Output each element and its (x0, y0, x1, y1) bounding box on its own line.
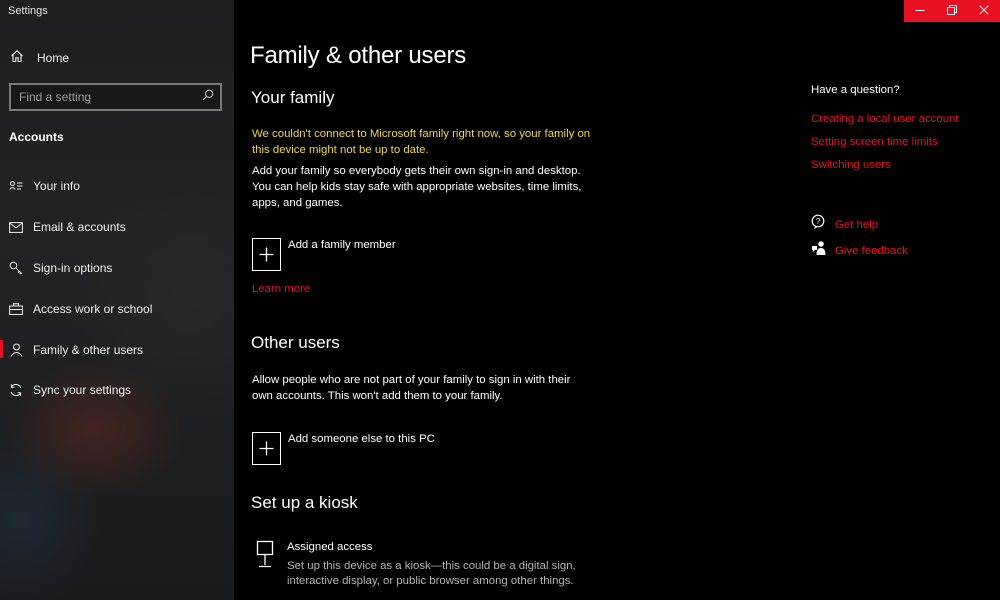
plus-icon (252, 432, 281, 465)
sidebar-item-label: Your info (33, 179, 80, 193)
sidebar-item-sync-settings[interactable] (0, 378, 234, 402)
sidebar-item-label: Family & other users (33, 343, 144, 357)
sidebar-item-label: Email & accounts (33, 220, 126, 234)
add-family-member-button[interactable] (252, 238, 396, 271)
minimize-button[interactable] (904, 0, 936, 22)
other-users-description: Allow people who are not part of your family to sign in with their own accounts. This won't add them to your family. (252, 374, 571, 402)
your-family-heading: Your family (251, 88, 335, 107)
person-card-icon (8, 178, 24, 194)
switching-users-link[interactable]: Switching users (811, 159, 891, 171)
page-title: Family & other users (250, 42, 467, 69)
sync-icon (8, 382, 24, 398)
search-input[interactable] (9, 83, 222, 111)
plus-icon (252, 238, 281, 271)
home-label: Home (37, 51, 70, 65)
assigned-access-item[interactable] (255, 540, 577, 589)
person-icon (8, 342, 24, 358)
assigned-access-title: Assigned access (287, 541, 373, 553)
sidebar (0, 0, 234, 600)
home-icon (10, 49, 24, 68)
kiosk-display-icon (255, 540, 275, 589)
briefcase-icon (8, 301, 24, 317)
add-someone-else-button[interactable] (252, 432, 435, 465)
assigned-access-description: Set up this device as a kiosk—this could be a digital sign, interactive display, or public browser among other things. (287, 560, 576, 587)
add-family-member-label: Add a family member (288, 239, 396, 251)
get-help-link[interactable] (811, 214, 878, 235)
sidebar-item-access-work-school[interactable] (0, 297, 234, 321)
restore-button[interactable] (936, 0, 968, 22)
creating-local-account-link[interactable]: Creating a local user account (811, 113, 959, 125)
sidebar-item-your-info[interactable] (0, 174, 234, 198)
sidebar-item-label: Sign-in options (33, 261, 113, 275)
learn-more-link[interactable]: Learn more (252, 283, 311, 295)
sidebar-item-sign-in-options[interactable] (0, 256, 234, 280)
sidebar-item-label: Access work or school (33, 302, 153, 316)
search-placeholder: Find a setting (19, 90, 92, 104)
add-someone-else-label: Add someone else to this PC (288, 433, 435, 445)
window-controls (904, 0, 1000, 22)
svg-text:?: ? (815, 216, 821, 226)
sidebar-item-email-accounts[interactable] (0, 215, 234, 239)
family-warning-text: We couldn't connect to Microsoft family right now, so your family on this device might not be up to date. (252, 128, 591, 156)
kiosk-heading: Set up a kiosk (251, 493, 358, 512)
help-chat-icon (811, 214, 827, 235)
give-feedback-label: Give feedback (835, 244, 908, 257)
key-icon (8, 260, 24, 276)
close-button[interactable] (968, 0, 1000, 22)
search-icon[interactable] (202, 88, 214, 106)
other-users-heading: Other users (251, 333, 340, 352)
email-icon (8, 219, 24, 235)
sidebar-item-label: Sync your settings (33, 383, 132, 397)
feedback-icon (811, 240, 827, 261)
family-description: Add your family so everybody gets their own sign-in and desktop. You can help kids stay safe with appropriate websites, time limits, apps, and games. (252, 165, 582, 209)
have-a-question-heading: Have a question? (811, 84, 900, 96)
sidebar-section-heading: Accounts (9, 130, 64, 144)
close-icon (979, 2, 989, 20)
screen-time-limits-link[interactable]: Setting screen time limits (811, 136, 938, 148)
give-feedback-link[interactable] (811, 240, 908, 261)
restore-icon (947, 2, 957, 20)
sidebar-item-family-other-users[interactable] (0, 338, 234, 362)
active-indicator (0, 340, 3, 358)
home-nav-item[interactable] (10, 49, 69, 67)
minimize-icon (915, 2, 925, 20)
window-title: Settings (8, 5, 48, 17)
get-help-label: Get help (835, 218, 879, 231)
